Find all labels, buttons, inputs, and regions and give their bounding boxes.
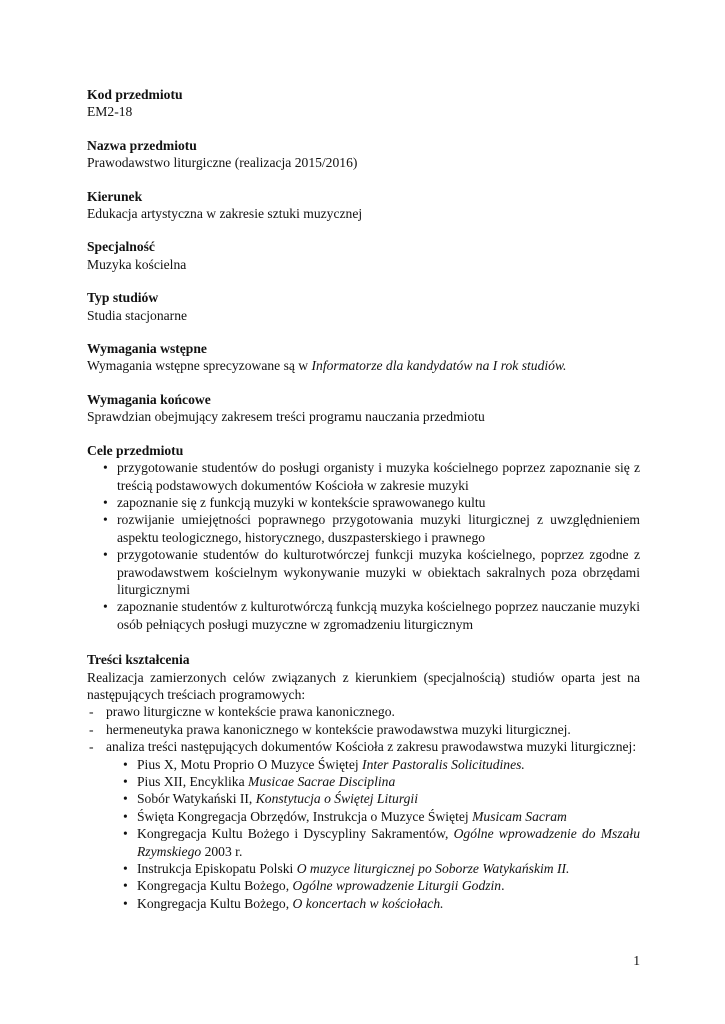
kod-przedmiotu-label: Kod przedmiotu xyxy=(87,87,183,102)
wymagania-koncowe-label: Wymagania końcowe xyxy=(87,391,211,407)
document-title: O muzyce liturgicznej po Soborze Watykańskim II. xyxy=(296,861,570,877)
document-item xyxy=(106,790,640,807)
cele-list-item: • przygotowanie studentów do kulturotwórczej funkcji muzyka kościelnego, poprzez zgodne z prawodawstwem kościelnym wykonywanie muzyki w obiektach sakralnych poza obrzędami liturgicznymi xyxy=(87,546,640,598)
document-item xyxy=(106,825,640,860)
tresci-dash-list xyxy=(87,703,640,912)
kod-przedmiotu-value: EM2-18 xyxy=(87,104,133,120)
section-wymagania-koncowe xyxy=(87,391,640,426)
cele-list-item: • przygotowanie studentów do posługi organisty i muzyka kościelnego poprzez zapoznanie się z treścią podstawowych dokumentów Kościoła w zakresie muzyki xyxy=(87,459,640,494)
section-wymagania-wstepne xyxy=(87,340,640,375)
cele-list xyxy=(87,459,640,633)
section-specjalnosc xyxy=(87,238,640,273)
wymagania-wstepne-value xyxy=(87,357,640,374)
wymagania-wstepne-label: Wymagania wstępne xyxy=(87,341,207,357)
tresci-dash-item: - prawo liturgiczne w kontekście prawa kanonicznego. xyxy=(87,703,640,720)
cele-list-item: • zapoznanie studentów z kulturotwórczą funkcją muzyka kościelnego poprzez nauczanie muzyki osób pełniących posługi muzyczne w zgromadzeniu liturgicznym xyxy=(87,598,640,633)
kierunek-label: Kierunek xyxy=(87,188,143,204)
document-source: Pius X, Motu Proprio O Muzyce Świętej xyxy=(137,756,363,772)
section-typ-studiow xyxy=(87,289,640,324)
document-title: Konstytucja o Świętej Liturgii xyxy=(255,791,418,807)
document-title: Inter Pastoralis Solicitudines. xyxy=(362,756,525,772)
tresci-dash-item-text: analiza treści następujących dokumentów Kościoła z zakresu prawodawstwa muzyki liturgicznej: xyxy=(106,739,637,755)
cele-list-item: • rozwijanie umiejętności poprawnego przygotowania muzyki liturgicznej z uwzględnieniem aspektu teologicznego, historycznego, duszpasterskiego i prawnego xyxy=(87,511,640,546)
document-title: Ogólne wprowadzenie Liturgii Godzin xyxy=(292,878,502,894)
kierunek-value: Edukacja artystyczna w zakresie sztuki muzycznej xyxy=(87,206,363,222)
document-source: Sobór Watykański II, xyxy=(137,791,256,807)
typ-studiow-label: Typ studiów xyxy=(87,290,159,306)
tresci-dash-item xyxy=(87,738,640,912)
wymagania-koncowe-value: Sprawdzian obejmujący zakresem treści programu nauczania przedmiotu xyxy=(87,409,485,425)
section-kierunek xyxy=(87,188,640,223)
section-kod-przedmiotu xyxy=(87,86,640,121)
document-source: Kongregacja Kultu Bożego, xyxy=(137,895,293,911)
document-item xyxy=(106,877,640,894)
document-body xyxy=(87,86,640,928)
cele-przedmiotu-label: Cele przedmiotu xyxy=(87,442,184,458)
typ-studiow-value: Studia stacjonarne xyxy=(87,307,188,323)
wymagania-wstepne-italic: Informatorze dla kandydatów na I rok studiów. xyxy=(311,358,567,374)
specjalnosc-label: Specjalność xyxy=(87,239,155,255)
nazwa-przedmiotu-label: Nazwa przedmiotu xyxy=(87,137,197,153)
specjalnosc-value: Muzyka kościelna xyxy=(87,256,187,272)
document-suffix: 2003 r. xyxy=(201,843,243,859)
document-title: Musicae Sacrae Disciplina xyxy=(248,774,396,789)
document-title: O koncertach w kościołach. xyxy=(292,895,444,911)
document-source: Instrukcja Episkopatu Polski xyxy=(137,861,297,877)
nazwa-przedmiotu-value: Prawodawstwo liturgiczne (realizacja 2015/2016) xyxy=(87,155,358,171)
document-source: Pius XII, Encyklika xyxy=(137,774,249,789)
section-nazwa-przedmiotu xyxy=(87,137,640,172)
document-suffix: . xyxy=(501,878,505,894)
document-source: Święta Kongregacja Obrzędów, Instrukcja o Muzyce Świętej xyxy=(137,808,473,824)
cele-list-item: • zapoznanie się z funkcją muzyki w kontekście sprawowanego kultu xyxy=(87,494,640,511)
document-title: Ogólne wprowadzenie do Mszału Rzymskiego xyxy=(137,826,640,859)
tresci-intro: Realizacja zamierzonych celów związanych z kierunkiem (specjalnością) studiów oparta jest na następujących treściach programowych: xyxy=(87,669,640,702)
document-item xyxy=(106,808,640,825)
tresci-ksztalcenia-label: Treści kształcenia xyxy=(87,652,190,668)
document-source: Kongregacja Kultu Bożego i Dyscypliny Sakramentów, xyxy=(137,826,454,842)
section-cele-przedmiotu xyxy=(87,442,640,633)
document-item xyxy=(106,773,640,790)
document-item xyxy=(106,895,640,912)
section-tresci-ksztalcenia xyxy=(87,651,640,912)
document-source: Kongregacja Kultu Bożego, xyxy=(137,878,293,894)
wymagania-wstepne-text: Wymagania wstępne sprecyzowane są w xyxy=(87,358,312,374)
documents-list xyxy=(106,756,640,913)
page-number: 1 xyxy=(633,953,640,968)
document-item xyxy=(106,756,640,773)
document-title: Musicam Sacram xyxy=(472,808,567,824)
tresci-dash-item: - hermeneutyka prawa kanonicznego w kontekście prawodawstwa muzyki liturgicznej. xyxy=(87,721,640,738)
document-item xyxy=(106,860,640,877)
